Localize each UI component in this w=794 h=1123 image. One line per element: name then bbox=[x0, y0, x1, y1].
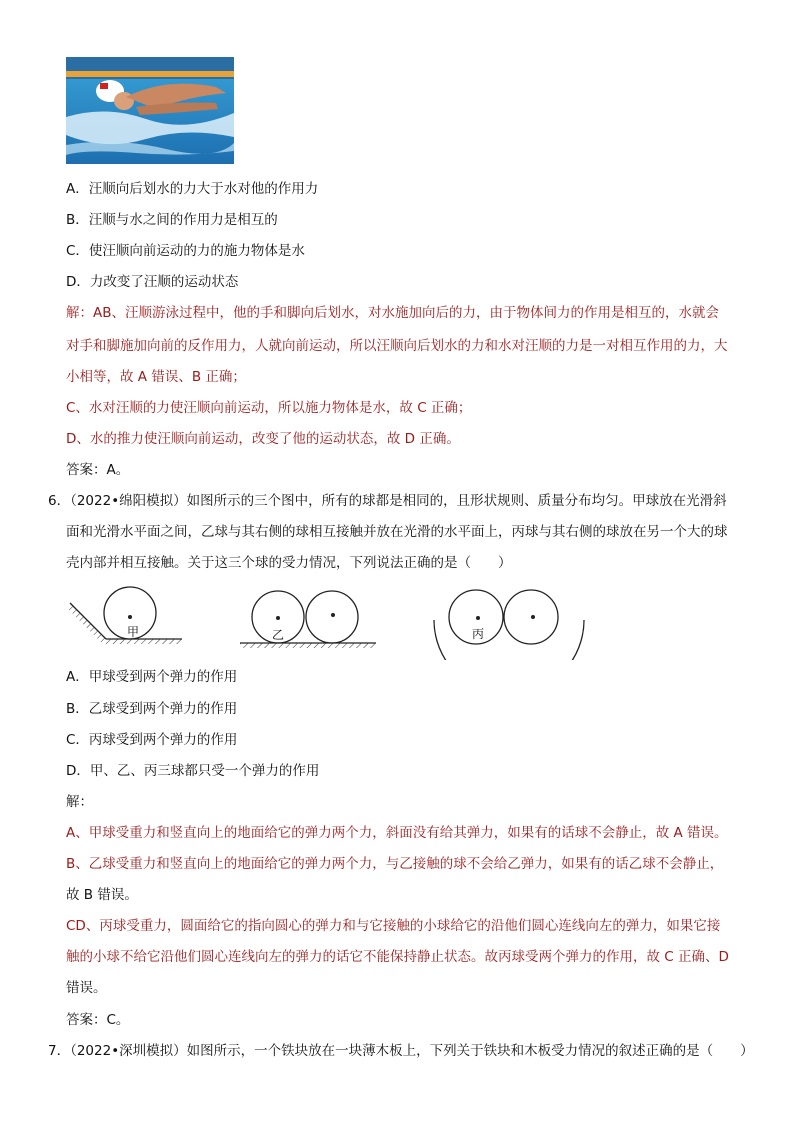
q6-option-d: D．甲、乙、丙三球都只受一个弹力的作用 bbox=[66, 763, 320, 779]
q6-figure bbox=[0, 580, 794, 660]
q6-solution-line: A、甲球受重力和竖直向上的地面给它的弹力两个力，斜面没有给其弹力，如果有的话球不会静止，故 A 错误。 bbox=[66, 825, 728, 841]
q6-stem-line: 壳内部并相互接触。关于这三个球的受力情况，下列说法正确的是（ ） bbox=[66, 555, 512, 571]
q6-option-b: B．乙球受到两个弹力的作用 bbox=[66, 701, 238, 717]
label-bing: 丙 bbox=[472, 627, 485, 641]
q5-option-c: C．使汪顺向前运动的力的施力物体是水 bbox=[66, 243, 305, 259]
q5-option-b: B．汪顺与水之间的作用力是相互的 bbox=[66, 212, 278, 228]
figure-yi bbox=[240, 591, 376, 648]
q6-option-c: C．丙球受到两个弹力的作用 bbox=[66, 732, 238, 748]
label-jia: 甲 bbox=[127, 625, 140, 639]
swimmer-photo bbox=[66, 57, 234, 164]
q6-solution-line: 错误。 bbox=[66, 980, 107, 996]
q5-option-d: D．力改变了汪顺的运动状态 bbox=[66, 274, 239, 290]
q5-solution-line: C、水对汪顺的力使汪顺向前运动，所以施力物体是水，故 C 正确； bbox=[66, 400, 472, 416]
q5-solution-line: D、水的推力使汪顺向前运动，改变了他的运动状态，故 D 正确。 bbox=[66, 431, 460, 447]
label-yi: 乙 bbox=[272, 628, 285, 642]
q6-option-a: A．甲球受到两个弹力的作用 bbox=[66, 669, 238, 685]
q6-stem-line: 6．（2022•绵阳模拟）如图所示的三个图中，所有的球都是相同的，且形状规则、质量分布均匀。甲球放在光滑斜 bbox=[48, 493, 727, 509]
q5-solution-line: 对手和脚施加向前的反作用力，人就向前运动，所以汪顺向后划水的力和水对汪顺的力是一对相互作用的力，大 bbox=[66, 338, 728, 354]
q6-solution-line: CD、丙球受重力，圆面给它的指向圆心的弹力和与它接触的小球给它的沿他们圆心连线向左的弹力，如果它接 bbox=[66, 918, 721, 934]
q5-solution-line: 小相等，故 A 错误、B 正确； bbox=[66, 369, 246, 385]
q6-solution-line: 触的小球不给它沿他们圆心连线向左的弹力的话它不能保持静止状态。故丙球受两个弹力的作用，故 C 正确、D bbox=[66, 949, 729, 965]
q6-answer: 答案：C。 bbox=[66, 1012, 130, 1028]
q5-option-a: A．汪顺向后划水的力大于水对他的作用力 bbox=[66, 181, 319, 197]
q6-solution-line: 故 B 错误。 bbox=[66, 887, 138, 903]
figure-jia bbox=[66, 587, 182, 644]
q7-stem: 7．（2022•深圳模拟）如图所示，一个铁块放在一块薄木板上，下列关于铁块和木板受力情况的叙述正确的是（ ） bbox=[48, 1043, 754, 1059]
q5-answer: 答案：A。 bbox=[66, 462, 130, 478]
q6-solution-line: B、乙球受重力和竖直向上的地面给它的弹力两个力，与乙接触的球不会给乙弹力，如果有的话乙球不会静止， bbox=[66, 856, 724, 872]
q5-solution-line: 解：AB、汪顺游泳过程中，他的手和脚向后划水，对水施加向后的力，由于物体间力的作用是相互的，水就会 bbox=[66, 305, 719, 321]
q6-stem-line: 面和光滑水平面之间，乙球与其右侧的球相互接触并放在光滑的水平面上，丙球与其右侧的球放在另一个大的球 bbox=[66, 524, 728, 540]
q6-solution-line: 解： bbox=[66, 794, 93, 810]
figure-bing bbox=[434, 590, 584, 660]
